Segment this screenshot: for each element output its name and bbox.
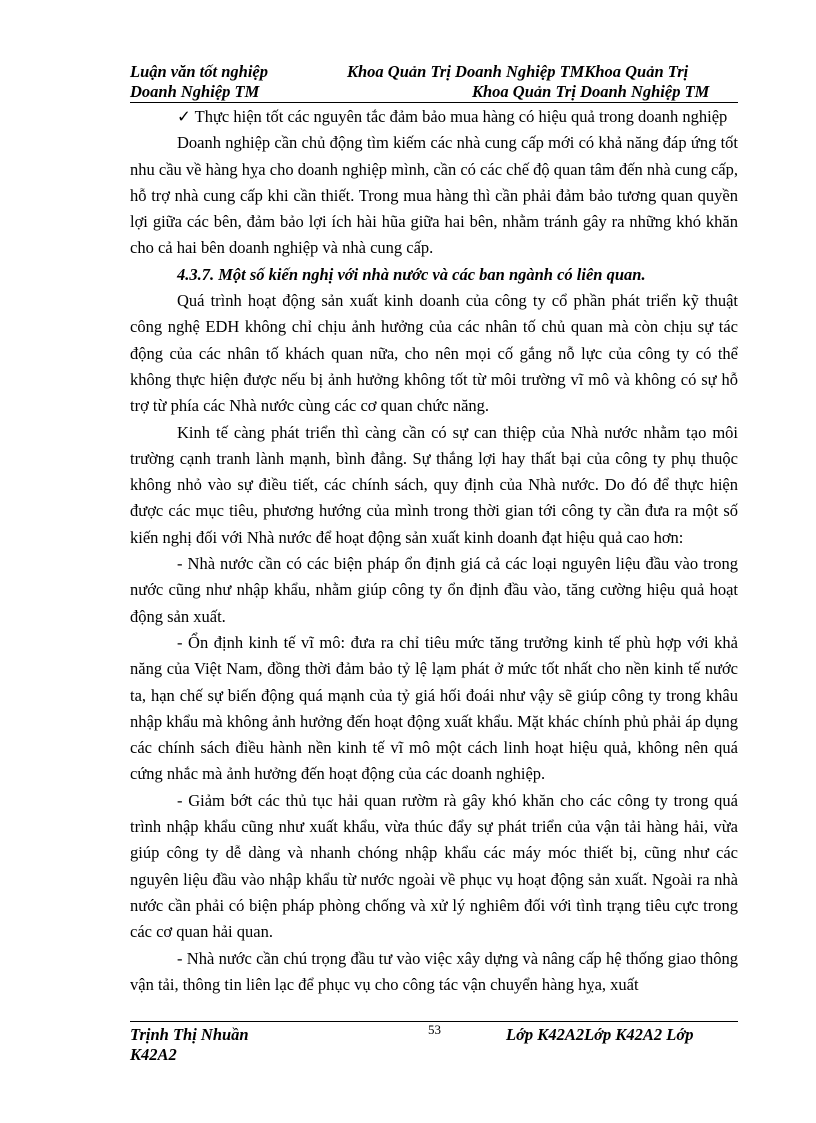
footer-class-continued: K42A2 <box>130 1045 177 1064</box>
footer-class-label: Lớp K42A2Lớp K42A2 Lớp <box>506 1025 694 1044</box>
document-body <box>130 104 738 998</box>
paragraph-recommendation-prices: - Nhà nước cần có các biện pháp ổn định giá cả các loại nguyên liệu đầu vào trong nước cũng như nhập khẩu, nhằm giúp công ty ổn định đầu vào, tăng cường hiệu quả hoạt động sản xuất. <box>130 554 738 626</box>
paragraph-company-context: Quá trình hoạt động sản xuất kinh doanh của công ty cổ phần phát triển kỹ thuật công nghệ EDH không chỉ chịu ảnh hưởng của các nhân tố chủ quan mà còn chịu sự tác động của các nhân tố khách quan nữa, cho nên mọi cố gắng nỗ lực của công ty có thể không thực hiện được nếu bị ảnh hưởng không tốt từ môi trường vĩ mô và không có sự hỗ trợ từ phía các Nhà nước cùng các cơ quan chức năng. <box>130 291 738 416</box>
section-heading: 4.3.7. Một số kiến nghị với nhà nước và các ban ngành có liên quan. <box>177 264 646 284</box>
paragraph-recommendation-macro: - Ổn định kinh tế vĩ mô: đưa ra chỉ tiêu mức tăng trưởng kinh tế phù hợp với khả năng của Việt Nam, đồng thời đảm bảo tỷ lệ lạm phát ở mức tốt nhất cho nền kinh tế nước ta, hạn chế sự biến động quá mạnh của tỷ giá hối đoái như vậy sẽ giúp công ty trong khâu nhập khẩu mà không ảnh hưởng đến hoạt động xuất khẩu. Mặt khác chính phủ phải áp dụng các chính sách điều hành nền kinh tế vĩ mô một cách linh hoạt hiệu quả, không nên quá cứng nhắc mà ảnh hưởng đến hoạt động của các doanh nghiệp. <box>130 632 738 784</box>
header-faculty-label: Khoa Quản Trị Doanh Nghiệp TMKhoa Quản Trị <box>347 62 689 81</box>
header-faculty-repeat: Khoa Quản Trị Doanh Nghiệp TM <box>472 82 710 101</box>
header-faculty-continued: Doanh Nghiệp TM <box>130 82 260 101</box>
paragraph-checklist-item: ✓ Thực hiện tốt các nguyên tắc đảm bảo mua hàng có hiệu quả trong doanh nghiệp <box>177 107 728 126</box>
header-thesis-label: Luận văn tốt nghiệp <box>130 62 268 81</box>
paragraph-state-role: Kinh tế càng phát triển thì càng cần có sự can thiệp của Nhà nước nhằm tạo môi trường cạnh tranh lành mạnh, bình đẳng. Sự thắng lợi hay thất bại của công ty phụ thuộc không nhỏ vào sự điều tiết, các chính sách, quy định của Nhà nước. Do đó để thực hiện được các mục tiêu, phương hướng của mình trong thời gian tới công ty cần đưa ra một số kiến nghị đối với Nhà nước để hoạt động sản xuất kinh doanh đạt hiệu quả cao hơn: <box>130 422 738 547</box>
paragraph-recommendation-infrastructure: - Nhà nước cần chú trọng đầu tư vào việc xây dựng và nâng cấp hệ thống giao thông vận tải, thông tin liên lạc để phục vụ cho công tác vận chuyển hàng hỵa, xuất <box>130 948 738 994</box>
footer-author: Trịnh Thị Nhuần <box>130 1025 249 1044</box>
header-rule <box>130 102 738 103</box>
paragraph-recommendation-customs: - Giảm bớt các thủ tục hải quan rườm rà gây khó khăn cho các công ty trong quá trình nhập khẩu cũng như xuất khẩu, vừa thúc đẩy sự phát triển của vận tải hàng hải, vừa giúp công ty dễ dàng và nhanh chóng nhập khẩu các máy móc thiết bị, cũng như các nguyên liệu đầu vào nhập khẩu từ nước ngoài về phục vụ hoạt động sản xuất. Ngoài ra nhà nước cần phải có biện pháp phòng chống và xử lý nghiêm đối với tình trạng tiêu cực trong các cơ quan hải quan. <box>130 790 738 942</box>
paragraph-supplier: Doanh nghiệp cần chủ động tìm kiếm các nhà cung cấp mới có khả năng đáp ứng tốt nhu cầu về hàng hỵa cho doanh nghiệp mình, cần có các chế độ quan tâm đến nhà cung cấp, hỗ trợ nhà cung cấp khi cần thiết. Trong mua hàng thì cần phải đảm bảo tương quan quyền lợi giữa các bên, đảm bảo lợi ích hài hũa giữa hai bên, nhằm tránh gây ra những khó khăn cho cả hai bên doanh nghiệp và nhà cung cấp. <box>130 133 738 258</box>
page-number: 53 <box>428 1022 441 1037</box>
